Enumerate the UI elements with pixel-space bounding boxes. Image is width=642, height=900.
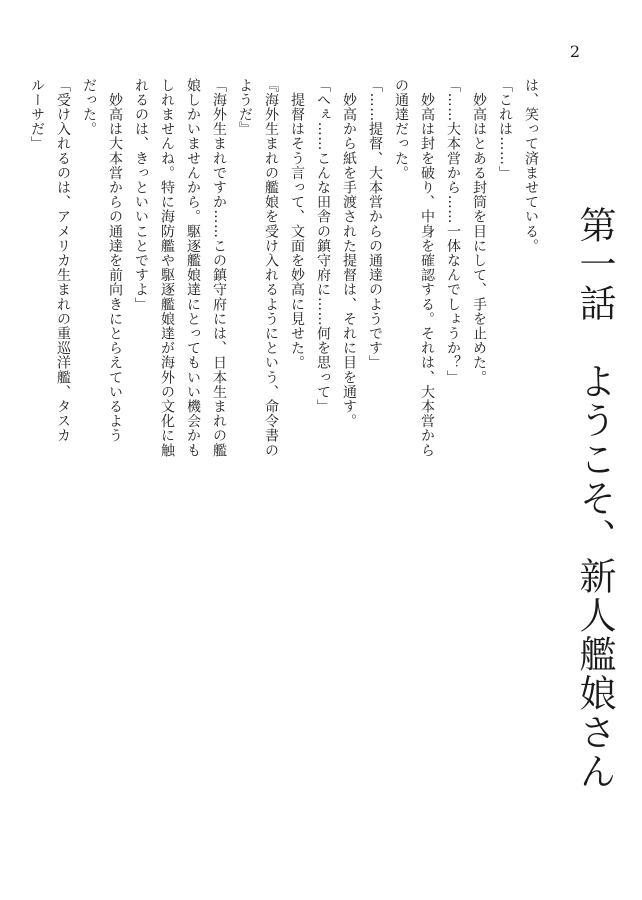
page-number: 2	[569, 42, 580, 61]
text-line: の通達だった。	[393, 78, 409, 181]
text-line: だった。	[81, 78, 97, 137]
text-line: ようだ』	[237, 78, 253, 137]
text-line: 「……提督、大本営からの通達のようです」	[367, 78, 383, 370]
text-line: 妙高は封を破り、中身を確認する。それは、大本営から	[419, 78, 435, 458]
text-line: 娘しかいませんから。駆逐艦娘達にとってもいい機会かも	[185, 78, 201, 458]
chapter-title: 第一話 ようこそ、新人艦娘さん	[573, 206, 616, 791]
text-line: 提督はそう言って、文面を妙高に見せた。	[289, 78, 305, 370]
text-line: しれませんね。特に海防艦や駆逐艦娘達が海外の文化に触	[159, 78, 175, 458]
text-line	[0, 78, 2, 600]
text-line: 妙高は大本営からの通達を前向きにとらえているよう	[107, 78, 123, 443]
text-line: 『海外生まれの艦娘を受け入れるようにという、命令書の	[263, 78, 279, 458]
text-line: 「海外生まれですか……この鎮守府には、日本生まれの艦	[211, 78, 227, 458]
text-line: 「これは……」	[497, 78, 513, 181]
body-text	[29, 78, 544, 900]
text-line: は、笑って済ませている。	[523, 78, 539, 254]
text-line: 妙高から紙を手渡された提督は、それに目を通す。	[341, 78, 357, 429]
text-line: ルーサだ」	[29, 78, 45, 151]
text-line: れるのは、きっといいことですよ」	[133, 78, 149, 312]
body-text-upper-block	[24, 78, 544, 600]
text-line: 妙高はとある封筒を目にして、手を止めた。	[471, 78, 487, 385]
body-text-lower-block	[0, 78, 2, 600]
text-line: 「受け入れるのは、アメリカ生まれの重巡洋艦、タスカ	[55, 78, 71, 443]
text-line: 「へぇ……こんな田舎の鎮守府に……何を思って」	[315, 78, 331, 414]
text-line: 「……大本営から……一体なんでしょうか？」	[445, 78, 461, 385]
